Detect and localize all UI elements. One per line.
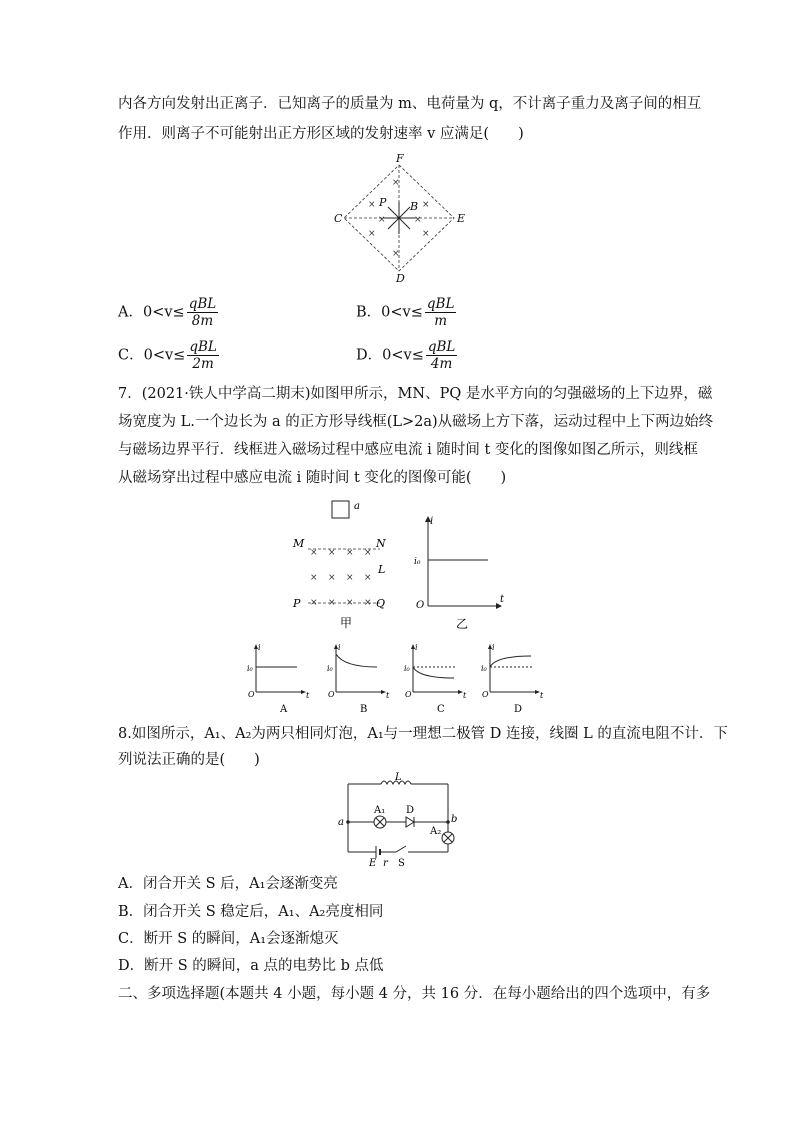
graph-a <box>247 643 310 715</box>
svg-text:×: × <box>414 215 422 225</box>
q7-figure-yi <box>412 510 512 635</box>
q7-text-line-3: 与磁场边界平行．线框进入磁场过程中感应电流 i 随时间 t 变化的图像如图乙所示，则线框 <box>118 442 698 458</box>
svg-text:O: O <box>405 690 412 699</box>
q6-text-line-2: 作用．则离子不可能射出正方形区域的发射速率 v 应满足( ) <box>118 126 524 142</box>
label-E: E <box>369 858 377 868</box>
q7-text-line-4: 从磁场穿出过程中感应电流 i 随时间 t 变化的图像可能( ) <box>118 470 507 486</box>
graph-c <box>404 643 467 715</box>
svg-text:t: t <box>540 691 544 700</box>
svg-text:×: × <box>368 200 376 210</box>
svg-text:×: × <box>368 229 376 239</box>
label-M: M <box>293 537 305 550</box>
svg-text:i: i <box>492 643 495 652</box>
graph-label-b: B <box>360 704 368 715</box>
q8-option-c[interactable]: C．断开 S 的瞬间，A₁会逐渐熄灭 <box>118 931 339 947</box>
svg-text:O: O <box>482 690 489 699</box>
label-D: D <box>396 272 405 284</box>
svg-text:×: × <box>364 548 372 558</box>
q8-option-a[interactable]: A．闭合开关 S 后，A₁会逐渐变亮 <box>118 876 338 892</box>
q8-option-d[interactable]: D．断开 S 的瞬间，a 点的电势比 b 点低 <box>118 958 384 974</box>
svg-text:×: × <box>328 573 336 583</box>
svg-text:×: × <box>346 548 354 558</box>
svg-text:t: t <box>306 691 310 700</box>
svg-text:i₀: i₀ <box>481 664 487 673</box>
svg-text:i₀: i₀ <box>404 664 410 673</box>
label-t: t <box>500 594 505 605</box>
q6-diamond-figure <box>330 152 470 284</box>
graph-label-c: C <box>437 704 445 715</box>
label-a: a <box>354 501 360 512</box>
q7-option-graphs <box>242 640 552 718</box>
label-i: i <box>430 516 434 527</box>
q7-figure-jia <box>288 495 398 635</box>
q6-option-b[interactable]: B．0<v≤ $\frac{\text{qBL}}{m}$ <box>356 296 455 329</box>
label-E: E <box>457 212 466 225</box>
q6-option-a[interactable]: A．0<v≤ $\frac{\text{qBL}}{8m}$ <box>118 296 217 329</box>
q6-text-line-1: 内各方向发射出正离子．已知离子的质量为 m、电荷量为 q，不计离子重力及离子间的相互 <box>118 96 702 112</box>
label-L: L <box>378 563 386 576</box>
q7-text-line-2: 场宽度为 L.一个边长为 a 的正方形导线框(L>2a)从磁场上方下落，运动过程中上下两边始终 <box>118 414 714 430</box>
graph-d <box>481 643 544 715</box>
svg-text:×: × <box>422 200 430 210</box>
svg-text:t: t <box>463 691 467 700</box>
label-O: O <box>416 600 425 611</box>
svg-text:×: × <box>310 548 318 558</box>
svg-text:O: O <box>328 690 335 699</box>
q7-text-line-1: 7．(2021·铁人中学高二期末)如图甲所示，MN、PQ 是水平方向的匀强磁场的上下边界，磁 <box>118 386 713 402</box>
label-C: C <box>334 212 343 225</box>
q8-option-b[interactable]: B．闭合开关 S 稳定后，A₁、A₂亮度相同 <box>118 904 384 920</box>
q6-option-c[interactable]: C．0<v≤ $\frac{\text{qBL}}{2m}$ <box>118 339 217 372</box>
label-L: L <box>395 772 402 783</box>
label-P: P <box>293 597 301 610</box>
svg-text:t: t <box>386 691 390 700</box>
label-D: D <box>406 805 415 816</box>
q8-circuit-diagram <box>336 772 466 868</box>
caption-jia: 甲 <box>340 616 353 630</box>
svg-text:O: O <box>248 690 255 699</box>
svg-text:×: × <box>364 573 372 583</box>
svg-text:×: × <box>422 229 430 239</box>
graph-label-d: D <box>514 704 523 715</box>
label-F: F <box>396 152 404 165</box>
label-A1: A₁ <box>374 805 386 816</box>
section-2-heading: 二、多项选择题(本题共 4 小题，每小题 4 分，共 16 分．在每小题给出的四个选项中，有多 <box>118 986 711 1002</box>
q8-text-line-2: 列说法正确的是( ) <box>118 752 260 768</box>
svg-text:i: i <box>415 643 418 652</box>
svg-text:×: × <box>310 573 318 583</box>
label-i0: i₀ <box>414 557 421 567</box>
q8-text-line-1: 8.如图所示，A₁、A₂为两只相同灯泡，A₁与一理想二极管 D 连接，线圈 L 的直流电阻不计．下 <box>118 726 728 742</box>
svg-text:×: × <box>328 548 336 558</box>
svg-text:×: × <box>328 598 336 608</box>
svg-text:×: × <box>364 598 372 608</box>
svg-text:×: × <box>346 573 354 583</box>
svg-text:×: × <box>310 598 318 608</box>
svg-text:i: i <box>258 643 261 652</box>
svg-text:×: × <box>346 598 354 608</box>
label-a: a <box>338 817 344 828</box>
svg-text:i₀: i₀ <box>327 664 333 673</box>
svg-text:i₀: i₀ <box>247 664 253 673</box>
graph-label-a: A <box>280 704 288 715</box>
label-N: N <box>376 537 386 550</box>
label-B: B <box>410 200 419 213</box>
svg-text:×: × <box>378 215 386 225</box>
label-S: S <box>398 858 405 868</box>
graph-b <box>327 643 390 715</box>
svg-text:i: i <box>338 643 341 652</box>
label-Q: Q <box>376 597 386 610</box>
label-A2: A₂ <box>430 826 442 837</box>
label-b: b <box>451 814 458 825</box>
label-r: r <box>383 858 388 868</box>
label-P: P <box>379 196 387 209</box>
svg-text:×: × <box>392 249 400 259</box>
caption-yi: 乙 <box>456 617 469 631</box>
svg-text:×: × <box>392 178 400 188</box>
q6-option-d[interactable]: D．0<v≤ $\frac{\text{qBL}}{4m}$ <box>356 339 456 372</box>
